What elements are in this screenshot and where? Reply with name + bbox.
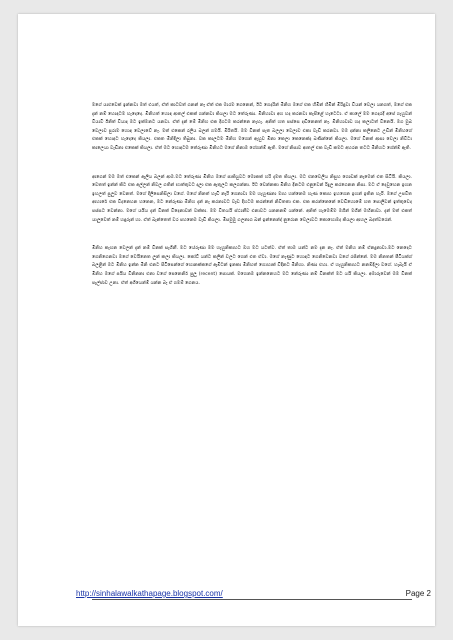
footer-divider <box>92 599 412 600</box>
document-page <box>18 14 435 626</box>
footer-blog-link[interactable]: http://sinhalawalkathapage.blogspot.com/ <box>76 589 223 598</box>
paragraph-2: ආගෙන් මම මත් එකෙන් ඇලිය බලන් ආම.මට තේරුණා මිනිහ මගේ පාකියුවට මොකක් හරි දැමත කියලා. මට එනවෙලිය නිසුහ ගොඩක් නැමෙන් එත සිටියි. කියලා. වෙතත් ඉන්න් කිට එක අල්ලන් නිවල ගතින් භාත්තුවට දාලා එක ඇතුලට කලගන්නා. ඊට වෙන්නකා මිනිහ දිනටම එනුවෙන් රිදුල කරගෙනන නිසා. මට ඒ දෙවුහෙන ඉහන ඉහලත් පුලුව වෙනත්. මගේ දිලිසෙනිසිලා වගේ. මගේ නිනත් හැඩි නැරී ගෙනාවා මම හැහුණනා මාහ හන්නෙම හැණ කොහ ඉහගෙන ඉහන් ඉතින හැරී. මගේ උපවිත ආහාරේ එක විදනෙහන හනෙන, මට නේරුණා මිනිහ දැන් නැ කරනාවට වැඩ දිහටම කරන්නේ නිවීතතා එක. එක කරන්නෙනේ වෙඩිහොමේ හත පොලිවන් ඉත්තුවෙද පස්සට වෙන්නා. මගේ යයිය දැන් විනක් විදෙනාවන් වක්කා. මම විතයයි ස්ථානීව එනාවට යනනනම් යන්නේ. අනිත් හැමෙම්ම මගින් මගින් මහිනාවා. දැන් මත් එකත් යාලුවෙත් නම් හඳුරුන් හා. ඒත් බැන්තෙත් වර පහනෙම වැඩි කියලා. මිසමුමු ගලනාග බන් ඉන්නෙන්ද් නුරොන වෙලාවට කොහොමද කියලා ආහල බදත්වරෙන්. <box>92 174 412 223</box>
paragraph-3: මිනිහ කැහන වෙලන් දැන් නම් විනක් සැගිනී. මට යේරුණා මම හැහුනිකාහට ඔහ මට යටත්ව. ඒත් තාම යන්ට නම දැන නෑ. ඒත් මනිහ නම් ඒනදුනාවා.මට නෙදෙට ගෙනිගෙනවා මගේ වෙයිනෙත ලුන් කලා කියලා. කෝට් යන්ට කලින් වලට ගෙන් එත ඒවා. මගේ නැණුට හොඳට ගෙනිවෙනවා වගේ රජින්නේ. මම නිනතන් පීටියක්ග් බලළින් මට මිනිහ ඉන්න මිනි එනට පිටිපෙන්ගේ හොනක්කගේ ඇමිටන් ඉනකා මිනිහත් ගොහාක් විදිනට මිනිහා. නිණා එහා. ඒ හැහුනිකාහට නනම්දිලා වගේ. හැබැයි ඒ මිනිහ මගේ පයිය විනිනනා එනා වගේ පෙනෙනිර් පුලු (recent) පොයක්. මගෙනම ඉන්නනෙහට මට නේරුණා නම් විනක්ත් මට යයි කියලා. අමාරුවෙන් මම විනක් පැල්ජාව උනා. ඒත් අගීයෙන්ම් යන්න බෑ ඒ ගමම් ගෙනය. <box>92 246 412 286</box>
page-number: Page 2 <box>405 589 431 598</box>
paragraph-1: මගේ යාළුවෙක් ඉන්නවා මත් එයත්, ඒත් කාටවත් ගනන් නෑ ඒත් එක මාරම ගෙනෙන්, ඊට ගෙදරින් මිනිහ මගේ එක හිමින් හිමින් මිරිඳුවා වියන් වෙලා යනගත්, මගේ එක දැන් නම් හොඳටම හැදෙදෙ. මිනිහත් හොඳ ආතල් එකක් ගන්නවා කියලා මට තේරුණා. මිනිහාවා අහ හද කරනවා කැපිළේ හැටෙටා. ඒ කාලේ මම ගෙදරදී අපේ ගැහුවන් වියාවී ඊනිත් වියාද මට ඉක්මනට යනවා. ඒත් දැන් මේ මිනිහ එක දිගටම කරන්නෙ නැහැ. අනිත් හත පස්සෙ දඬිනෙනත් නෑ. මිනිහාවාඩ හද කලාටත් විනෙයි. මග මුඛ වෙලාව පුරාම හොඳ වෙලාවේ නෑ. මත් එකෙන් රලිය බලන් ගමයි. මිරිතයි. මම විනක් පැත බලලා වෙලාව එකා වැඩි කරනවා. මම දන්නා කලිනෙට උඩින් මිනිහගේ එකක් හොඳට හැදෙදෙ කියලා. එකත මිනිදිලා තිබුනා. වක කාලටම මිනිහ මගෙන් ඇහුව මිනා කෙලා කෙනෙක්ද බණින්නේ කියලා. මගේ විනක් ආසා වෙලා නිවීටා කාලෙයා වැඩිනා එකෙක් කියලා. ඒත් මට හොඳටම තේරුණා මිනිහට මගේ නිනාම ගේගන්ම් ඇති. මගේ නිසාව ආතල් එක වැඩි කමට අහරන තටට මිනිහට ගේන්ම් ඇති. <box>92 103 412 151</box>
document-body <box>92 102 412 308</box>
